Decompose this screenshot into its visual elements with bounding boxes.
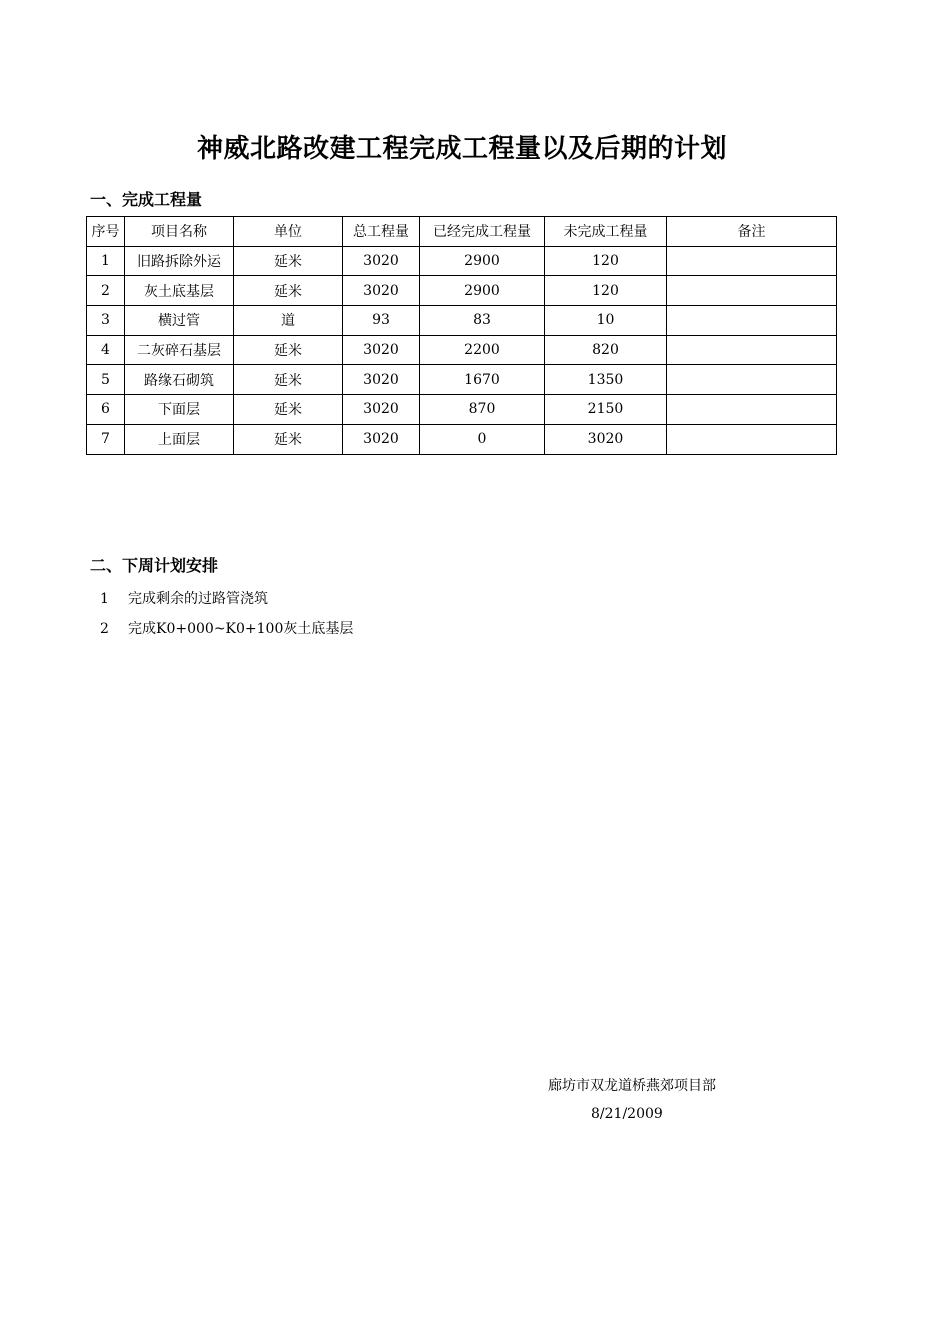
cell-remaining: 120 [545, 246, 667, 276]
cell-remaining: 3020 [545, 424, 667, 454]
section-heading-completed-work: 一、完成工程量 [90, 190, 203, 209]
header-cell-unit: 单位 [234, 217, 343, 247]
table-row [87, 306, 837, 336]
cell-done: 870 [420, 395, 545, 425]
cell-no: 2 [87, 276, 125, 306]
cell-remaining: 120 [545, 276, 667, 306]
table-row [87, 335, 837, 365]
signature-date: 8/21/2009 [591, 1106, 663, 1122]
cell-total: 3020 [343, 246, 420, 276]
header-cell-remaining: 未完成工程量 [545, 217, 667, 247]
table-row [87, 246, 837, 276]
work-quantity-table [86, 216, 837, 455]
cell-unit: 延米 [234, 424, 343, 454]
cell-done: 2900 [420, 276, 545, 306]
cell-remaining: 1350 [545, 365, 667, 395]
cell-note [667, 424, 837, 454]
cell-no: 4 [87, 335, 125, 365]
cell-done: 1670 [420, 365, 545, 395]
cell-unit: 延米 [234, 335, 343, 365]
plan-list-item [100, 588, 268, 608]
cell-note [667, 335, 837, 365]
cell-remaining: 820 [545, 335, 667, 365]
table-row [87, 424, 837, 454]
cell-unit: 道 [234, 306, 343, 336]
cell-name: 横过管 [125, 306, 234, 336]
cell-unit: 延米 [234, 365, 343, 395]
cell-note [667, 306, 837, 336]
header-cell-name: 项目名称 [125, 217, 234, 247]
header-cell-no: 序号 [87, 217, 125, 247]
cell-note [667, 246, 837, 276]
cell-name: 灰土底基层 [125, 276, 234, 306]
section-heading-next-week-plan: 二、下周计划安排 [90, 556, 219, 575]
cell-total: 3020 [343, 365, 420, 395]
document-title: 神威北路改建工程完成工程量以及后期的计划 [196, 134, 727, 164]
header-cell-done: 已经完成工程量 [420, 217, 545, 247]
cell-unit: 延米 [234, 276, 343, 306]
plan-item-text: 完成K0+000~K0+100灰土底基层 [128, 621, 354, 637]
cell-note [667, 365, 837, 395]
table-row [87, 276, 837, 306]
cell-done: 0 [420, 424, 545, 454]
cell-total: 3020 [343, 276, 420, 306]
plan-item-number: 1 [100, 591, 109, 607]
cell-remaining: 10 [545, 306, 667, 336]
cell-name: 二灰碎石基层 [125, 335, 234, 365]
header-cell-note: 备注 [667, 217, 837, 247]
cell-no: 5 [87, 365, 125, 395]
table-header-row [87, 217, 837, 247]
cell-note [667, 276, 837, 306]
cell-no: 1 [87, 246, 125, 276]
cell-note [667, 395, 837, 425]
cell-no: 6 [87, 395, 125, 425]
table-row [87, 365, 837, 395]
cell-name: 下面层 [125, 395, 234, 425]
cell-unit: 延米 [234, 246, 343, 276]
cell-name: 旧路拆除外运 [125, 246, 234, 276]
cell-name: 上面层 [125, 424, 234, 454]
cell-total: 3020 [343, 424, 420, 454]
signature-organization: 廊坊市双龙道桥燕郊项目部 [548, 1078, 716, 1094]
cell-name: 路缘石砌筑 [125, 365, 234, 395]
table-row [87, 395, 837, 425]
cell-remaining: 2150 [545, 395, 667, 425]
cell-total: 3020 [343, 335, 420, 365]
plan-item-number: 2 [100, 621, 109, 637]
cell-done: 83 [420, 306, 545, 336]
cell-no: 3 [87, 306, 125, 336]
cell-done: 2900 [420, 246, 545, 276]
cell-total: 3020 [343, 395, 420, 425]
cell-done: 2200 [420, 335, 545, 365]
header-cell-total: 总工程量 [343, 217, 420, 247]
cell-no: 7 [87, 424, 125, 454]
cell-unit: 延米 [234, 395, 343, 425]
cell-total: 93 [343, 306, 420, 336]
plan-item-text: 完成剩余的过路管浇筑 [128, 591, 268, 607]
plan-list-item [100, 618, 353, 638]
